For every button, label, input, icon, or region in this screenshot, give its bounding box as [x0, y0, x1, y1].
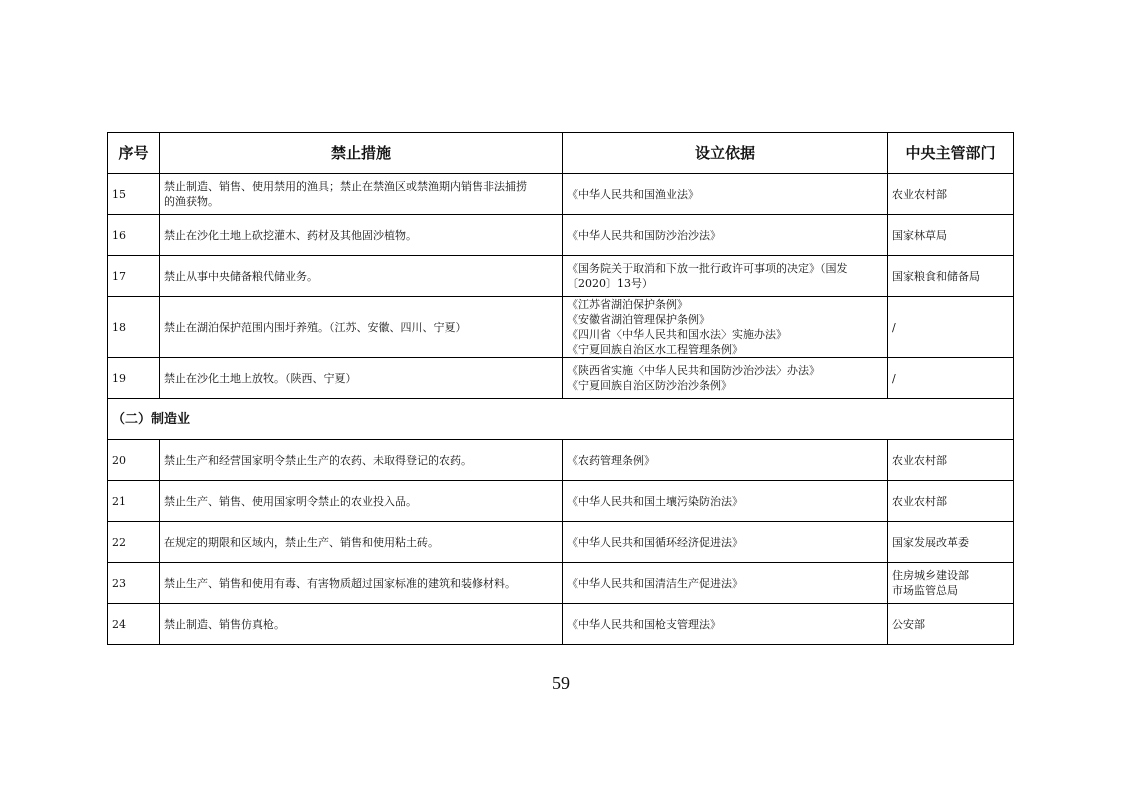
department-cell-line: /: [892, 371, 896, 385]
department-cell: [888, 563, 1014, 604]
department-cell-line: 住房城乡建设部: [892, 569, 969, 582]
department-cell: [888, 174, 1014, 215]
table-row: [108, 256, 1014, 297]
department-cell: [888, 297, 1014, 358]
department-cell-line: 农业农村部: [892, 494, 947, 508]
measures-table: [107, 132, 1014, 645]
basis-cell-line: 《农药管理条例》: [567, 453, 655, 467]
basis-cell: [563, 440, 888, 481]
measure-cell: [160, 215, 563, 256]
basis-cell: [563, 563, 888, 604]
measure-cell: [160, 522, 563, 563]
measure-cell-line: 禁止制造、销售、使用禁用的渔具；禁止在禁渔区或禁渔期内销售非法捕捞: [164, 180, 527, 193]
section-title: （二）制造业: [108, 399, 1014, 440]
department-cell: [888, 256, 1014, 297]
basis-cell-line: 《安徽省湖泊管理保护条例》: [567, 313, 710, 326]
row-number: 16: [108, 215, 160, 256]
page-number: 59: [552, 673, 570, 693]
row-number: 22: [108, 522, 160, 563]
basis-cell-line: 《宁夏回族自治区水工程管理条例》: [567, 343, 743, 356]
table-body-manufacturing: [108, 440, 1014, 645]
row-number: 18: [108, 297, 160, 358]
basis-cell: [563, 522, 888, 563]
row-number: 15: [108, 174, 160, 215]
department-cell: [888, 358, 1014, 399]
table-row: [108, 215, 1014, 256]
measure-cell: [160, 440, 563, 481]
basis-cell: [563, 604, 888, 645]
table-row: [108, 358, 1014, 399]
measure-cell: [160, 604, 563, 645]
measure-cell: [160, 563, 563, 604]
header-basis: 设立依据: [563, 133, 888, 174]
basis-cell-line: 《中华人民共和国渔业法》: [567, 187, 699, 201]
row-number: 19: [108, 358, 160, 399]
measure-cell: [160, 174, 563, 215]
measure-cell: [160, 256, 563, 297]
department-cell: [888, 522, 1014, 563]
measure-cell-line: 禁止生产和经营国家明令禁止生产的农药、未取得登记的农药。: [164, 453, 472, 467]
basis-cell-line: 《四川省〈中华人民共和国水法〉实施办法》: [567, 328, 787, 341]
department-cell-line: 公安部: [892, 617, 925, 631]
basis-cell-line: 《中华人民共和国枪支管理法》: [567, 617, 721, 631]
basis-cell-line: 《中华人民共和国土壤污染防治法》: [567, 494, 743, 508]
row-number: 20: [108, 440, 160, 481]
basis-cell-line: 《宁夏回族自治区防沙治沙条例》: [567, 379, 732, 392]
department-cell: [888, 440, 1014, 481]
measure-cell-line: 禁止在湖泊保护范围内围圩养殖。（江苏、安徽、四川、宁夏）: [164, 320, 467, 334]
header-department: 中央主管部门: [888, 133, 1014, 174]
measure-cell: [160, 358, 563, 399]
measure-cell-line: 禁止生产、销售和使用有毒、有害物质超过国家标准的建筑和装修材料。: [164, 576, 516, 590]
table-header-row: [108, 133, 1014, 174]
measure-cell: [160, 481, 563, 522]
basis-cell: [563, 297, 888, 358]
table-row: [108, 174, 1014, 215]
measure-cell-line: 禁止生产、销售、使用国家明令禁止的农业投入品。: [164, 494, 417, 508]
measure-cell-line: 禁止在沙化土地上砍挖灌木、药材及其他固沙植物。: [164, 228, 417, 242]
basis-cell: [563, 256, 888, 297]
department-cell: [888, 215, 1014, 256]
basis-cell-line: 《国务院关于取消和下放一批行政许可事项的决定》（国发: [567, 262, 848, 275]
basis-cell-line: 《中华人民共和国清洁生产促进法》: [567, 576, 743, 590]
row-number: 23: [108, 563, 160, 604]
measure-cell-line: 的渔获物。: [164, 195, 219, 208]
table-row: [108, 604, 1014, 645]
department-cell-line: 农业农村部: [892, 453, 947, 467]
table-row: [108, 522, 1014, 563]
department-cell-line: 市场监管总局: [892, 584, 958, 597]
table-body-agriculture: [108, 174, 1014, 399]
basis-cell: [563, 174, 888, 215]
department-cell-line: 国家林草局: [892, 228, 947, 242]
department-cell-line: 国家粮食和储备局: [892, 269, 980, 283]
measure-cell-line: 禁止从事中央储备粮代储业务。: [164, 269, 318, 283]
table-row: [108, 563, 1014, 604]
basis-cell-line: 《江苏省湖泊保护条例》: [567, 298, 688, 311]
basis-cell-line: 《中华人民共和国防沙治沙法》: [567, 228, 721, 242]
department-cell: [888, 604, 1014, 645]
section-row: [108, 399, 1014, 440]
measure-cell: [160, 297, 563, 358]
row-number: 21: [108, 481, 160, 522]
table-row: [108, 481, 1014, 522]
row-number: 24: [108, 604, 160, 645]
measure-cell-line: 禁止制造、销售仿真枪。: [164, 617, 285, 631]
header-measure: 禁止措施: [160, 133, 563, 174]
basis-cell-line: 《陕西省实施〈中华人民共和国防沙治沙法〉办法》: [567, 364, 820, 377]
measure-cell-line: 在规定的期限和区域内，禁止生产、销售和使用粘土砖。: [164, 535, 439, 549]
basis-cell: [563, 215, 888, 256]
table-section: [108, 399, 1014, 440]
department-cell-line: 农业农村部: [892, 187, 947, 201]
basis-cell: [563, 358, 888, 399]
measure-cell-line: 禁止在沙化土地上放牧。（陕西、宁夏）: [164, 371, 357, 385]
basis-cell: [563, 481, 888, 522]
department-cell: [888, 481, 1014, 522]
basis-cell-line: 《中华人民共和国循环经济促进法》: [567, 535, 743, 549]
table-row: [108, 440, 1014, 481]
basis-cell-line: 〔2020〕13号）: [567, 277, 653, 290]
department-cell-line: 国家发展改革委: [892, 535, 969, 549]
table-row: [108, 297, 1014, 358]
row-number: 17: [108, 256, 160, 297]
department-cell-line: /: [892, 320, 896, 334]
header-number: 序号: [108, 133, 160, 174]
